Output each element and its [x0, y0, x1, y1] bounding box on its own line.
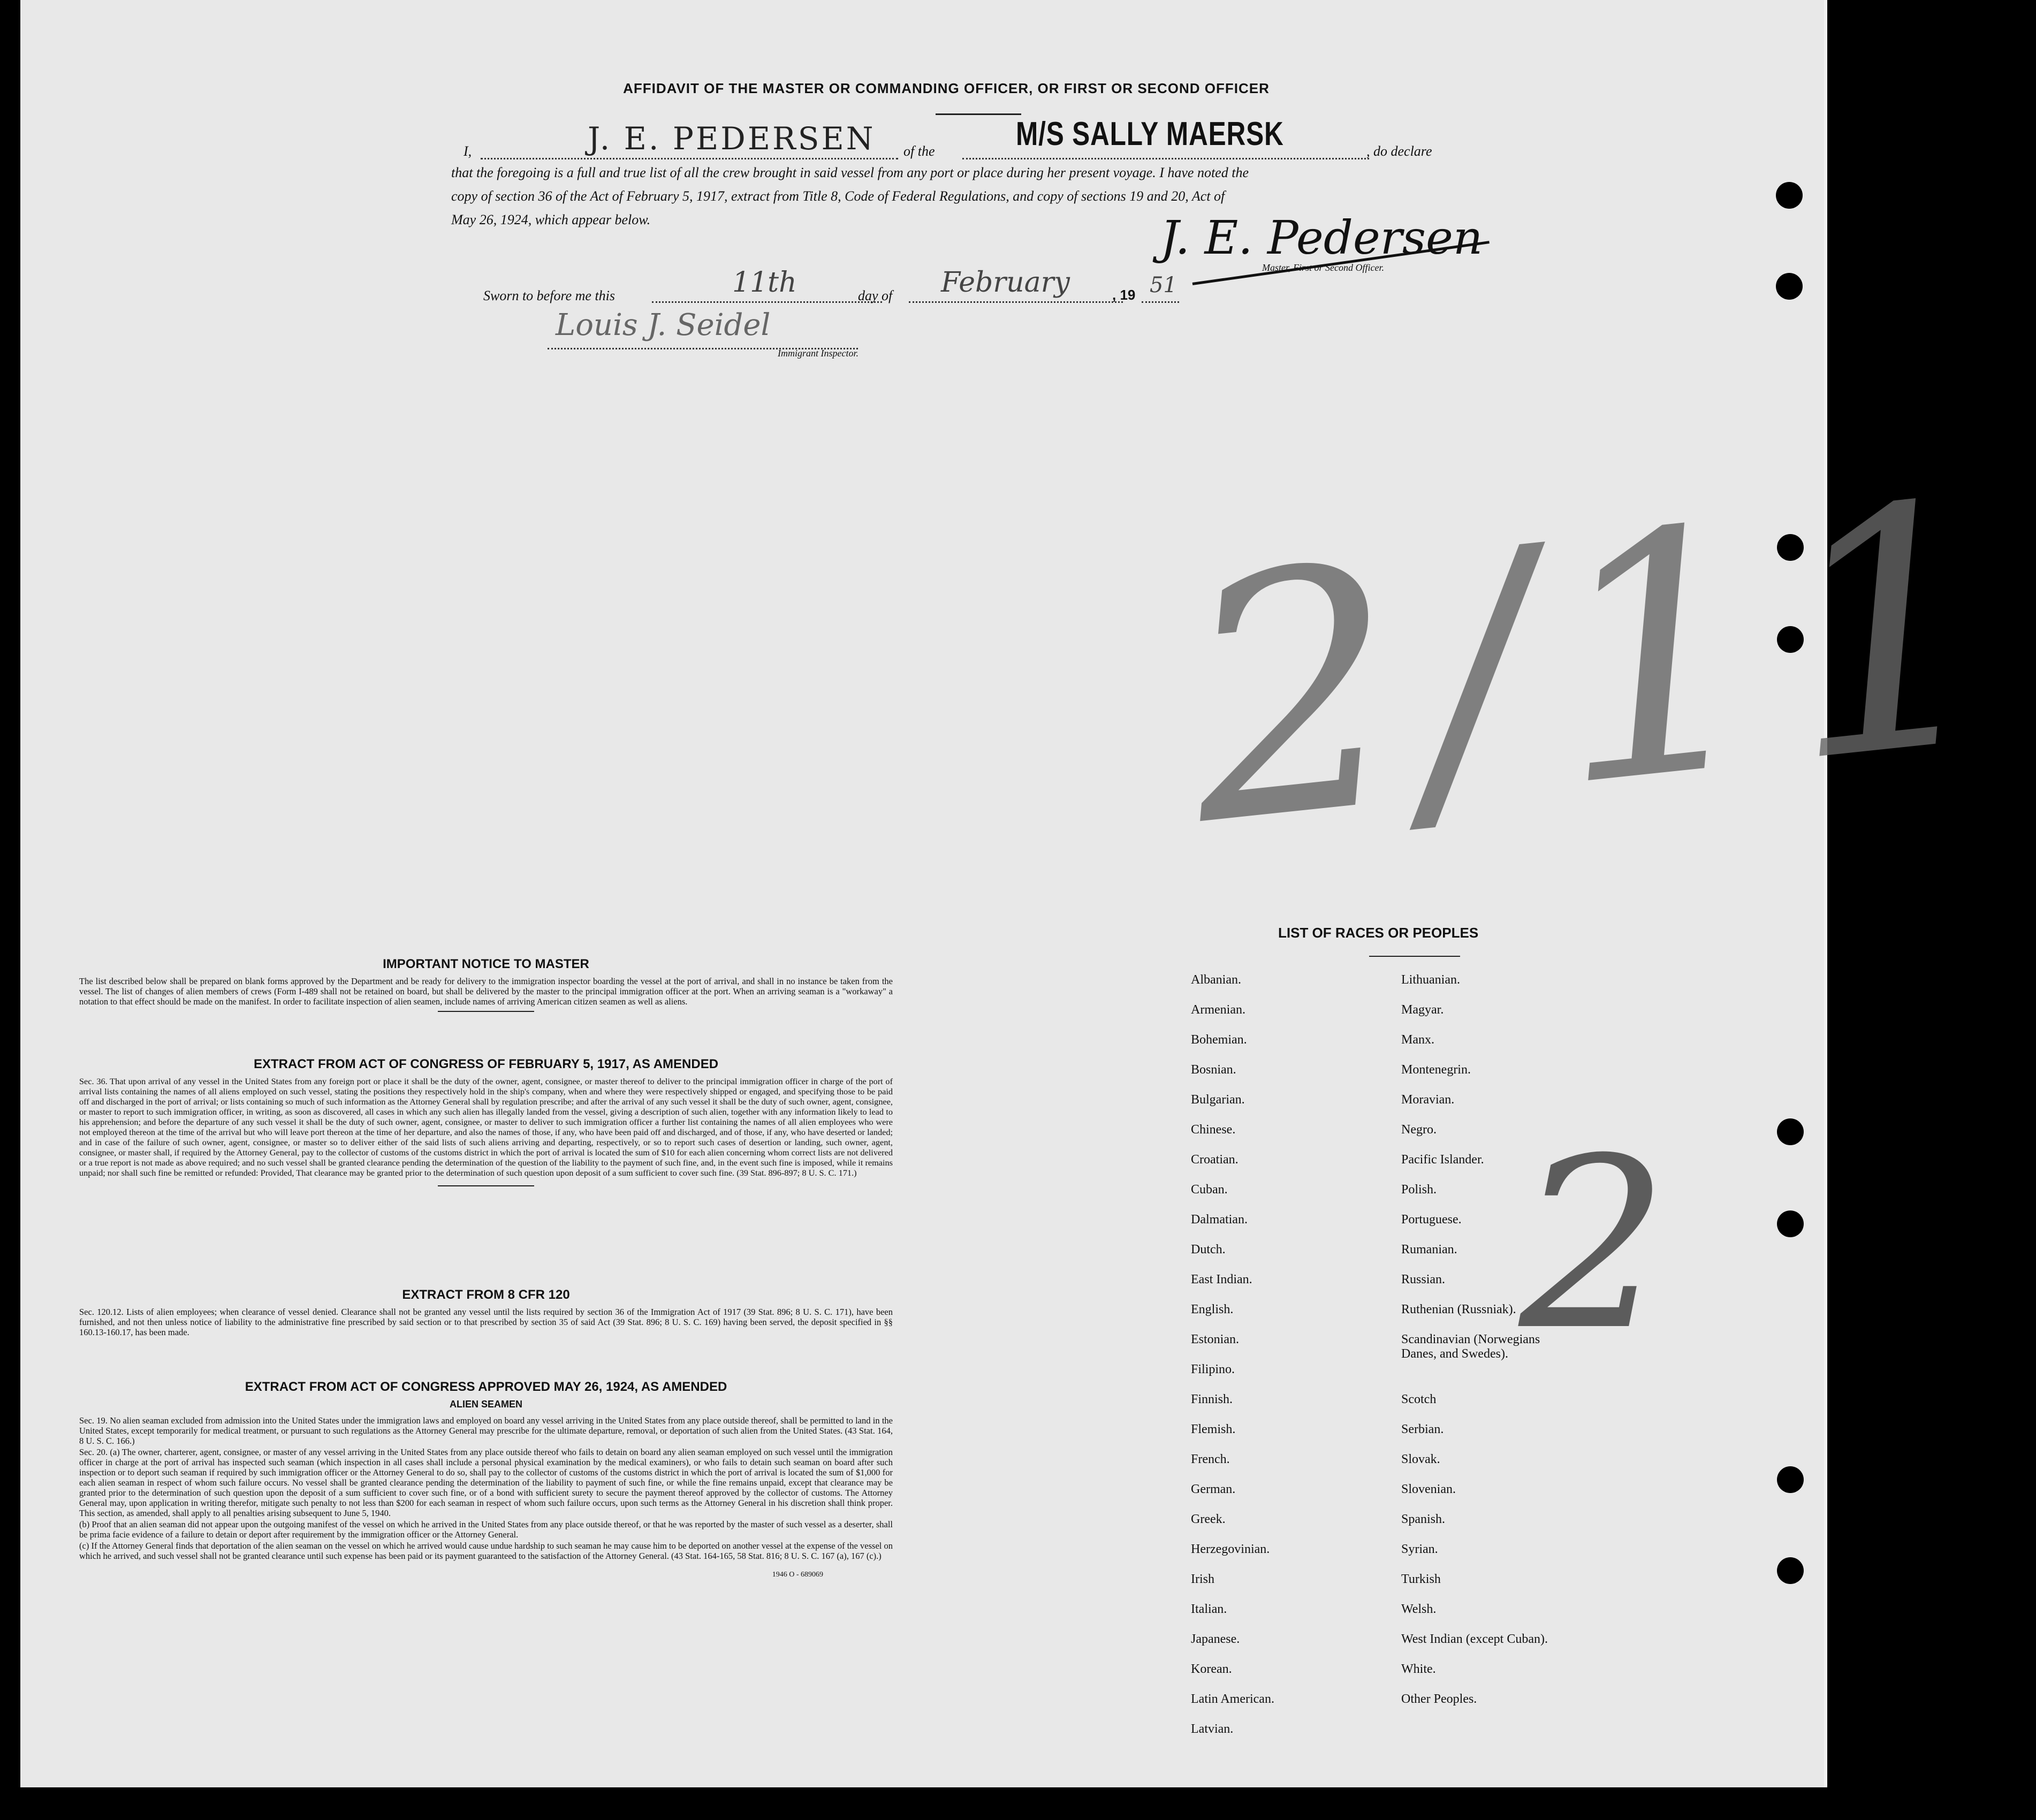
races-left-column [1191, 973, 1394, 1752]
race-item: Rumanian. [1401, 1243, 1457, 1257]
year-prefix: , 19 [1112, 287, 1136, 303]
extract-cfr-text: Sec. 120.12. Lists of alien employees; when clearance of vessel denied. Clearance shall not be granted any vessel until the lists required by section 36 of the Immigration Act of 1917 (39 Stat. 896; 8 U. S. C. 171), have been furnished, and not then unless notice of liability to the administrative fine prescribed by said section or to that prescribed by section 35 of said Act (39 Stat. 896; 8 U. S. C. 169) having been served, the deposit specified in §§ 160.13-160.17, has been made. [79, 1307, 893, 1337]
race-item: Dalmatian. [1191, 1213, 1248, 1227]
race-item: Lithuanian. [1401, 973, 1460, 987]
race-item: White. [1401, 1662, 1436, 1676]
extract-1917-text: Sec. 36. That upon arrival of any vessel in the United States from any foreign port or place it shall be the duty of the owner, agent, consignee, or master thereof to deliver to the principal immigration officer in charge of the port of arrival lists containing the names of all aliens employed on such vessel, stating the positions they respectively hold in the ship's company, when and where they were respectively shipped or engaged, and specifying those to be paid off and discharged in the port of arrival; or lists containing so much of such information as the Attorney General shall by regulation prescribe; and after the arrival of any such vessel it shall be the duty of such owner, agent, consignee, or master to report to such immigration officer, in writing, as soon as discovered, all cases in which any such alien has illegally landed from the vessel, giving a description of such alien, together with any information likely to lead to his apprehension; and before the departure of any such vessel it shall be the duty of such owner, agent, consignee, or master to deliver to such immigration officer a further list containing the names of all alien employees who were not employed thereon at the time of the arrival but who will leave port thereon at the time of her departure, and also the names of those, if any, who have been paid off and discharged, and of those, if any, who have deserted or landed; and in case of the failure of such owner, agent, consignee, or master so to deliver either of the said lists of such aliens arriving and departing, respectively, or so to report such cases of desertion or landing, such owner, agent, consignee, or master shall, if required by the Attorney General, pay to the collector of customs of the customs district in which the port of arrival is located the sum of $10 for each alien concerning whom correct lists are not delivered or a true report is not made as above required; and no such vessel shall be granted clearance pending the determination of the question of the liability to the payment of such fine, and, in the event such fine is imposed, while it remains unpaid; nor shall such fine be remitted or refunded: Provided, That clearance may be granted prior to the determination of such question upon deposit of a sum sufficient to cover such fine. (39 Stat. 896-897; 8 U. S. C. 171.) [79, 1076, 893, 1178]
race-item: Japanese. [1191, 1632, 1240, 1646]
race-item: Syrian. [1401, 1542, 1438, 1556]
extract-cfr-heading: EXTRACT FROM 8 CFR 120 [402, 1288, 570, 1302]
month-handwritten: February [941, 266, 1070, 299]
notice-text: The list described below shall be prepared on blank forms approved by the Department and be ready for delivery to the immigration inspector boarding the vessel at the port of arrival, and shall in no instance be taken from the vessel. The list of changes of alien members of crews (Form I-489 shall not be retained on board, but shall be delivered by the master to the principal immigration officer at the port. When an arriving seaman is a "workaway" a notation to that effect should be made on the manifest. In order to facilitate inspection of alien seamen, include names of arriving American citizen seamen as well as aliens. [79, 976, 893, 1007]
master-name-handwritten: J. E. PEDERSEN [588, 120, 876, 157]
day-of-label: day of [858, 288, 893, 303]
race-item: Moravian. [1401, 1093, 1455, 1107]
extract-1924-subheading: ALIEN SEAMEN [449, 1399, 522, 1410]
race-item: Irish [1191, 1572, 1214, 1586]
punch-hole [1776, 182, 1803, 209]
race-item: Scotch [1401, 1392, 1437, 1406]
of-the-label: of the [903, 143, 935, 159]
races-right-column [1401, 973, 1669, 1722]
punch-hole [1777, 1210, 1804, 1237]
race-item: Estonian. [1191, 1332, 1239, 1346]
race-item: Spanish. [1401, 1512, 1446, 1526]
race-item: Croatian. [1191, 1153, 1239, 1167]
declaration-line-3: May 26, 1924, which appear below. [451, 212, 651, 227]
race-item: Bosnian. [1191, 1063, 1236, 1077]
race-item: Turkish [1401, 1572, 1441, 1586]
race-item: English. [1191, 1303, 1234, 1316]
race-item: Bohemian. [1191, 1033, 1247, 1047]
race-item: Welsh. [1401, 1602, 1437, 1616]
master-signature: J. E. Pedersen [1160, 211, 1483, 265]
race-item: Filipino. [1191, 1362, 1235, 1376]
race-item: Bulgarian. [1191, 1093, 1245, 1107]
section-divider [438, 1011, 534, 1012]
punch-hole [1777, 1466, 1804, 1493]
race-item: Montenegrin. [1401, 1063, 1471, 1077]
race-item: Greek. [1191, 1512, 1226, 1526]
inspector-signature: Louis J. Seidel [556, 308, 771, 342]
race-item: Portuguese. [1401, 1213, 1462, 1227]
races-heading: LIST OF RACES OR PEOPLES [1278, 925, 1479, 941]
race-item: Magyar. [1401, 1003, 1444, 1017]
race-item: Cuban. [1191, 1183, 1228, 1197]
race-item: Latvian. [1191, 1722, 1234, 1736]
document-page [20, 0, 2036, 1787]
race-item: East Indian. [1191, 1273, 1252, 1286]
sec-20c-text: (c) If the Attorney General finds that deportation of the alien seaman on the vessel on which he arrived would cause undue hardship to such seaman he may cause him to be deported on another vessel at the expense of the vessel on which he arrived, and such vessel shall not be granted clearance until such expense has been paid or its payment guaranteed to the satisfaction of the Attorney General. (43 Stat. 164-165, 58 Stat. 816; 8 U. S. C. 167 (a), 167 (c).) [79, 1541, 893, 1561]
races-heading-rule [1369, 956, 1460, 957]
sworn-label: Sworn to before me this [483, 288, 616, 303]
race-item: Herzegovinian. [1191, 1542, 1270, 1556]
pencil-page-number: 2 [1519, 1108, 1669, 1382]
race-item: Finnish. [1191, 1392, 1233, 1406]
sec-20a-text: Sec. 20. (a) The owner, charterer, agent, consignee, or master of any vessel arriving in the United States from any place outside thereof who fails to detain on board any alien seaman employed on such vessel until the immigration officer in charge at the port of arrival has inspected such seaman (which inspection in all cases shall include a personal physical examination by the medical examiners), or who fails to detain such seaman on board after such inspection or to deport such seaman if required by such immigration officer or the Attorney General to do so, shall pay to the collector of customs of the customs district in which the port of arrival is located the sum of $1,000 for each alien seaman in respect of whom such failure occurs. No vessel shall be granted clearance pending the determination of the liability to payment of such fine, or while the fine remains unpaid, except that clearance may be granted prior to the determination of such question upon the deposit of a sum sufficient to cover such fine, or of a bond with sufficient surety to secure the payment thereof approved by the collector of customs. The Attorney General may, upon application in writing therefor, mitigate such penalty to not less than $200 for each seaman in respect of whom such failure occurs, upon such terms as the Attorney General in his discretion shall think proper. This section, as amended, shall apply to all penalties arising subsequent to June 5, 1940. [79, 1447, 893, 1518]
race-item: Dutch. [1191, 1243, 1226, 1257]
race-item: Slovenian. [1401, 1482, 1456, 1496]
race-item [1401, 1362, 1669, 1392]
race-item: Russian. [1401, 1273, 1446, 1286]
extract-1917-section [79, 1057, 893, 1186]
race-item: Flemish. [1191, 1422, 1236, 1436]
declaration-line-2: copy of section 36 of the Act of February 5, 1917, extract from Title 8, Code of Federal Regulations, and copy of sections 19 and 20, Act of [451, 188, 1225, 204]
race-item: Manx. [1401, 1033, 1434, 1047]
race-item: Serbian. [1401, 1422, 1444, 1436]
race-item: Negro. [1401, 1123, 1437, 1137]
race-item: Other Peoples. [1401, 1692, 1477, 1706]
print-code: 1946 O - 689069 [772, 1571, 823, 1579]
sec-19-text: Sec. 19. No alien seaman excluded from admission into the United States under the immigration laws and employed on board any vessel arriving in the United States from any place outside thereof, shall be permitted to land in the United States, except temporarily for medical treatment, or pursuant to such regulations as the Attorney General may prescribe for the ultimate departure, removal, or deportation of such alien from the United States. (43 Stat. 164, 8 U. S. C. 166.) [79, 1415, 893, 1446]
pencil-date-annotation: 2/11 [1169, 428, 2036, 900]
day-handwritten: 11th [732, 266, 797, 299]
notice-heading: IMPORTANT NOTICE TO MASTER [383, 957, 589, 971]
master-caption: Master, First or Second Officer. [1262, 262, 1384, 273]
punch-hole [1776, 273, 1803, 300]
race-item: Armenian. [1191, 1003, 1245, 1017]
race-item: Korean. [1191, 1662, 1232, 1676]
title-rule [936, 113, 1021, 115]
punch-hole [1777, 1118, 1804, 1145]
do-declare-label: , do declare [1366, 143, 1432, 159]
extract-1917-heading: EXTRACT FROM ACT OF CONGRESS OF FEBRUARY 5, 1917, AS AMENDED [253, 1057, 719, 1071]
extract-1924-section [79, 1380, 893, 1579]
race-item: Pacific Islander. [1401, 1153, 1484, 1167]
extract-1924-heading: EXTRACT FROM ACT OF CONGRESS APPROVED MAY 26, 1924, AS AMENDED [245, 1380, 727, 1394]
year-handwritten: 51 [1150, 273, 1177, 298]
punch-hole [1777, 1557, 1804, 1584]
declaration-line-1: that the foregoing is a full and true list of all the crew brought in said vessel from any port or place during her present voyage. I have noted the [451, 165, 1249, 180]
inspector-caption: Immigrant Inspector. [778, 348, 859, 359]
race-item: Latin American. [1191, 1692, 1274, 1706]
race-item: German. [1191, 1482, 1236, 1496]
race-item: Scandinavian (Norwegians Danes, and Swedes). [1401, 1332, 1540, 1361]
sec-20b-text: (b) Proof that an alien seaman did not appear upon the outgoing manifest of the vessel on which he arrived in the United States from any place outside thereof, or that he was reported by the master of such vessel as a deserter, shall be prima facie evidence of a failure to detain or deport after requirement by the immigration officer or the Attorney General. [79, 1519, 893, 1540]
race-item: French. [1191, 1452, 1230, 1466]
race-item: West Indian (except Cuban). [1401, 1632, 1548, 1646]
affidavit-title: AFFIDAVIT OF THE MASTER OR COMMANDING OFFICER, OR FIRST OR SECOND OFFICER [623, 80, 1270, 96]
notice-section [79, 957, 893, 1012]
race-item: Chinese. [1191, 1123, 1236, 1137]
race-item: Slovak. [1401, 1452, 1440, 1466]
race-item: Italian. [1191, 1602, 1227, 1616]
race-item: Albanian. [1191, 973, 1241, 987]
race-item: Ruthenian (Russniak). [1401, 1303, 1516, 1316]
extract-cfr-section [79, 1288, 893, 1337]
race-item: Polish. [1401, 1183, 1437, 1197]
section-divider [438, 1185, 534, 1186]
vessel-name-stamp: M/S SALLY MAERSK [1016, 116, 1284, 153]
i-label: I, [464, 143, 472, 159]
